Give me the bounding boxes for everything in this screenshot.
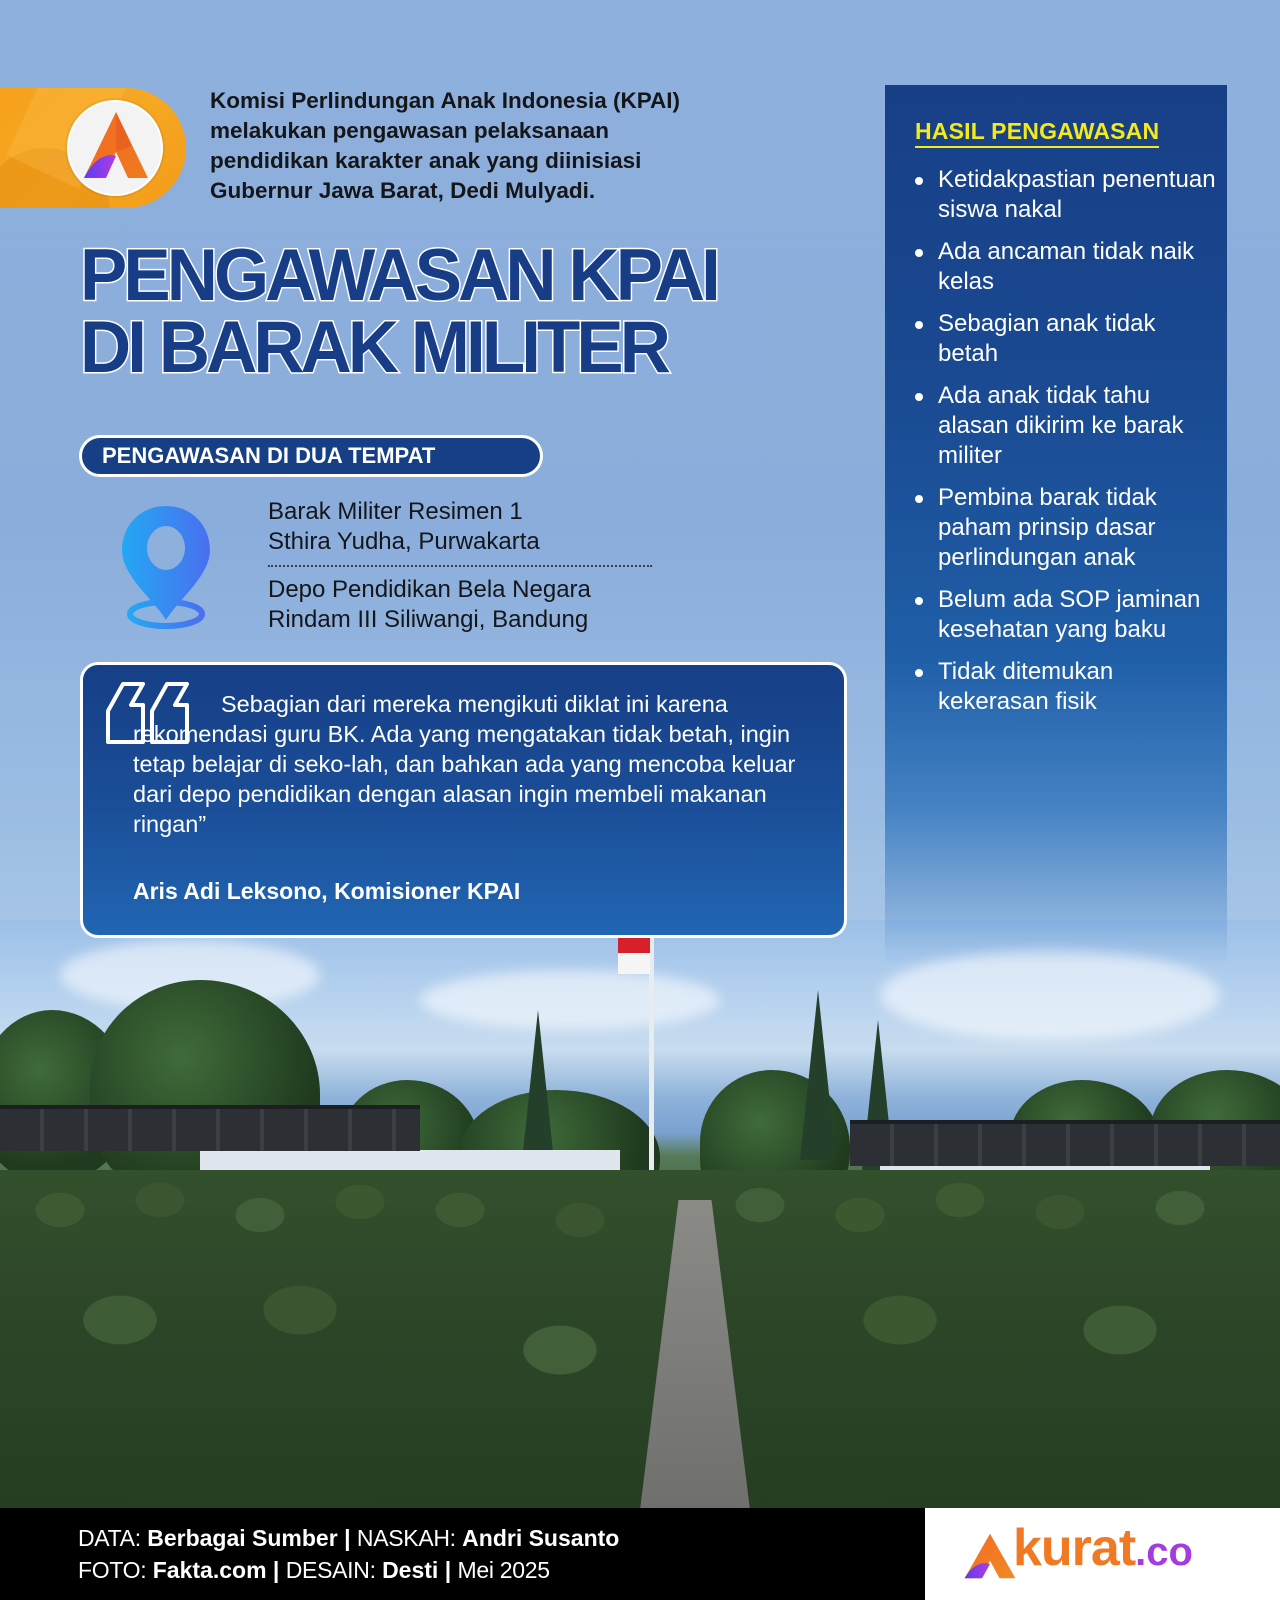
bullet-icon <box>915 321 923 329</box>
desain-value: Desti <box>382 1557 439 1583</box>
results-panel <box>885 85 1227 965</box>
akurat-brand-logo[interactable] <box>925 1508 1280 1600</box>
credits <box>78 1522 619 1586</box>
canopy-roof-left <box>0 1105 420 1151</box>
result-item <box>913 657 1218 717</box>
quote-author: Aris Adi Leksono, Komisioner KPAI <box>133 878 521 904</box>
intro-line: melakukan pengawasan pelaksanaan <box>210 118 609 143</box>
location-place: Rindam III Siliwangi, Bandung <box>268 606 589 633</box>
cloud <box>420 970 720 1030</box>
credits-line-2 <box>78 1554 619 1586</box>
result-text: Ada ancaman tidak naik kelas <box>938 238 1195 295</box>
footer <box>0 1508 1280 1600</box>
result-item <box>913 165 1218 225</box>
foto-value: Fakta.com <box>152 1557 267 1583</box>
results-list <box>913 165 1218 729</box>
kpai-logo-badge <box>0 88 186 208</box>
data-label: DATA: <box>78 1525 141 1551</box>
result-item <box>913 309 1218 369</box>
naskah-label: NASKAH: <box>356 1525 456 1551</box>
intro-line: Gubernur Jawa Barat, Dedi Mulyadi. <box>210 178 596 203</box>
result-text: Belum ada SOP jaminan kesehatan yang baku <box>938 586 1201 643</box>
cadet-formation <box>0 1170 1280 1510</box>
result-item <box>913 381 1218 471</box>
data-value: Berbagai Sumber <box>147 1525 338 1551</box>
result-text: Tidak ditemukan kekerasan fisik <box>938 658 1114 715</box>
result-item <box>913 483 1218 573</box>
bullet-icon <box>915 669 923 677</box>
akurat-a-logo-icon <box>963 1532 1017 1580</box>
brand-word: kurat <box>1013 1519 1136 1577</box>
bullet-icon <box>915 249 923 257</box>
quote-box <box>80 662 847 938</box>
intro-paragraph <box>210 86 820 206</box>
pine-tree <box>800 990 836 1160</box>
separator: | <box>272 1557 280 1583</box>
location-name: Depo Pendidikan Bela Negara <box>268 576 591 603</box>
desain-label: DESAIN: <box>285 1557 376 1583</box>
brand-name <box>1013 1518 1193 1578</box>
result-text: Pembina barak tidak paham prinsip dasar perlindungan anak <box>938 484 1157 571</box>
brand-tld: .co <box>1135 1530 1193 1574</box>
result-text: Sebagian anak tidak betah <box>938 310 1156 367</box>
result-item <box>913 585 1218 645</box>
akurat-a-logo-icon <box>82 110 150 182</box>
intro-line: pendidikan karakter anak yang diinisiasi <box>210 148 642 173</box>
publish-date: Mei 2025 <box>457 1557 550 1583</box>
separator: | <box>444 1557 452 1583</box>
location-item <box>268 575 654 641</box>
canopy-roof-right <box>850 1120 1280 1166</box>
separator: | <box>344 1525 351 1551</box>
title-line-2: DI BARAK MILITER <box>80 307 667 388</box>
locations-list <box>268 497 654 641</box>
intro-line: Komisi Perlindungan Anak Indonesia (KPAI) <box>210 88 681 113</box>
location-name: Barak Militer Resimen 1 <box>268 498 523 525</box>
credits-line-1 <box>78 1522 619 1554</box>
result-text: Ketidakpastian penentuan siswa nakal <box>938 166 1216 223</box>
bullet-icon <box>915 495 923 503</box>
locations-section-label: PENGAWASAN DI DUA TEMPAT <box>79 435 543 477</box>
bullet-icon <box>915 177 923 185</box>
map-pin-icon <box>110 502 222 632</box>
result-text: Ada anak tidak tahu alasan dikirim ke barak militer <box>938 382 1184 469</box>
quote-text: Sebagian dari mereka mengikuti diklat ini karena rekomendasi guru BK. Ada yang mengatakan tidak betah, ingin tetap belajar di seko-lah, dan bahkan ada yang mencoba keluar dari depo pendidikan dengan alasan ingin membeli makanan ringan” <box>133 691 796 837</box>
naskah-value: Andri Susanto <box>462 1525 620 1551</box>
result-item <box>913 237 1218 297</box>
page-title <box>80 235 856 388</box>
title-line-1: PENGAWASAN KPAI <box>80 235 717 316</box>
foto-label: FOTO: <box>78 1557 147 1583</box>
results-title: HASIL PENGAWASAN <box>915 118 1159 148</box>
cadets-saluting-photo <box>0 920 1280 1510</box>
dotted-divider <box>268 565 652 567</box>
indonesian-flag <box>618 932 650 974</box>
bullet-icon <box>915 597 923 605</box>
location-item <box>268 497 654 563</box>
bullet-icon <box>915 393 923 401</box>
location-place: Sthira Yudha, Purwakarta <box>268 528 540 555</box>
